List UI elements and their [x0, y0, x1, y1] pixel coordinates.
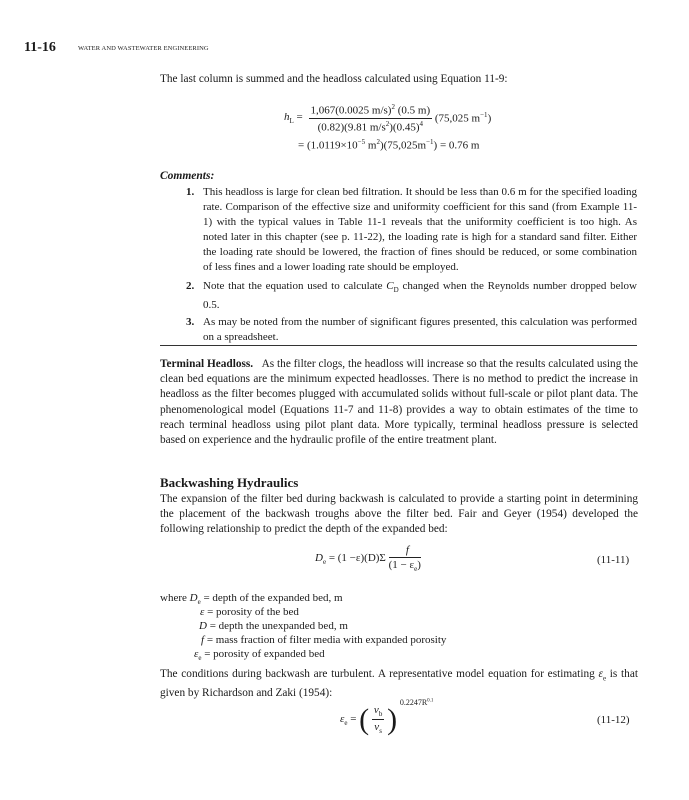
comment-text-3: As may be noted from the number of significant figures presented, this calculation was performed on a spreadsheet. — [203, 316, 637, 343]
where-item-4 — [201, 634, 446, 646]
eq1111-rhs: = (1 −ε)(D)Σ — [328, 551, 386, 564]
eq2-a: = (1.0119×10 — [298, 139, 358, 152]
comment-number-2: 2. — [186, 280, 195, 292]
conditions-sym: ε — [598, 668, 603, 680]
eq2-exp: −5 — [357, 138, 366, 146]
eq2-c: )(75,025m — [379, 139, 427, 152]
backwashing-paragraph: The expansion of the filter bed during backwash is calculated to provide a starting point in determining the placement of the backwash troughs above the filter bed. Fair and Geyer (1954) developed the following relationship to predict the depth of the expanded bed: — [160, 493, 638, 536]
eq-tail-b: ) — [487, 112, 492, 125]
eq-tail-a: (75,025 m — [434, 112, 481, 125]
eq2-exp3: −1 — [426, 138, 434, 146]
eq1111-lhs-sub: e — [322, 557, 327, 566]
conditions-sub: e — [602, 674, 607, 683]
where-text-2: = porosity of the bed — [204, 606, 299, 618]
eq1112-exp-text: 0.2247R — [399, 698, 428, 707]
eq-den-exp: 2 — [385, 119, 390, 128]
where-sym-3: D — [199, 620, 207, 632]
right-paren: ) — [387, 702, 398, 736]
eq1112-exponent — [400, 698, 434, 707]
eq1112-lhs-sub: e — [344, 718, 348, 727]
comment-item-1 — [186, 185, 637, 275]
eq1111-num: f — [405, 544, 409, 556]
eq1112-den: v — [374, 721, 380, 734]
where-item-1 — [160, 592, 343, 606]
terminal-headloss-lead: Terminal Headloss. — [160, 358, 254, 370]
eq1112-num-sub: b — [378, 710, 383, 719]
eq2-b: m — [365, 139, 377, 152]
eq1111-den-a: (1 − ε — [388, 559, 415, 571]
where-sym-1: D — [189, 592, 198, 604]
terminal-headloss-paragraph — [160, 357, 638, 448]
eq-num-exp: 2 — [391, 103, 395, 111]
where-sub-5: e — [198, 654, 202, 663]
equation-11-12 — [340, 698, 434, 736]
eq-num-b: (0.5 m) — [397, 104, 431, 117]
where-sym-2: ε — [200, 606, 205, 618]
eq1112-num: v — [373, 704, 379, 716]
conditions-paragraph — [160, 667, 638, 702]
comment-item-3 — [186, 315, 637, 345]
equation-number-11-11: (11-11) — [597, 554, 630, 566]
headloss-fraction — [309, 103, 433, 133]
where-text-1: = depth of the expanded bed, m — [200, 592, 343, 604]
comment-text-1: This headloss is large for clean bed filtration. It should be less than 0.6 m for the specified loading rate. Comparison of the effective size and uniformity coefficient for this sand (from Example 11-1) with the typical values in Table 11-1 reveals that the uniformity coefficient is too high. As noted later in this chapter (see p. 11-22), the loading rate is high for a standard sand filter. Either the loading rate should be lowered, the fraction of fines should be reduced, or some combination of less fines and a lower loading rate should be employed. — [203, 186, 637, 273]
eq1111-lhs: D — [315, 551, 323, 564]
comment-text-2b: changed when the Reynolds number dropped below 0.5. — [203, 280, 637, 312]
eq1112-fraction — [372, 704, 384, 735]
running-title: WATER AND WASTEWATER ENGINEERING — [78, 45, 209, 52]
backwashing-heading: Backwashing Hydraulics — [160, 475, 299, 490]
eq1112-lhs: ε — [340, 712, 345, 725]
eq-den-b: )(0.45) — [389, 121, 420, 134]
where-item-3 — [199, 620, 348, 632]
where-text-3: = depth the unexpanded bed, m — [206, 620, 348, 632]
where-text-5: = porosity of expanded bed — [201, 648, 325, 660]
terminal-headloss-text: As the filter clogs, the headloss will increase so that the results calculated using the clean bed equations are the minimum expected headlosses. There is no method to predict the increase in headloss as the filter becomes plugged with accumulated solids without full-scale or pilot plant data. The phenomenological model (Equations 11-7 and 11-8) provides a way to obtain estimates of the time to reach terminal headloss using pilot plant data. More typically, terminal headloss pressure is selected based on experience and the hydraulic profile of the entire treatment plant. — [160, 358, 638, 447]
eq1111-fraction — [389, 544, 421, 573]
where-item-2 — [200, 606, 299, 618]
where-text-4: = mass fraction of filter media with expanded porosity — [204, 634, 447, 646]
eq-den-exp2: 4 — [419, 119, 423, 128]
comment-text-2a: Note that the equation used to calculate — [203, 280, 387, 292]
comment-number-1: 1. — [186, 186, 195, 198]
eq-lhs-sub: L — [289, 117, 294, 126]
where-lead: where — [160, 592, 190, 604]
eq1111-den-b: ) — [417, 559, 421, 571]
eq2-d: ) = 0.76 m — [433, 139, 480, 152]
where-sym-4: f — [201, 634, 205, 646]
eq1112-eq: = — [350, 712, 357, 725]
equation-11-11 — [315, 544, 421, 573]
page-number: 11-16 — [24, 40, 56, 55]
equation-number-11-12: (11-12) — [597, 714, 630, 726]
eq-den-a: (0.82)(9.81 m/s — [317, 121, 386, 134]
where-item-5 — [194, 648, 325, 662]
eq2-exp2: 2 — [376, 138, 380, 146]
conditions-text-a: The conditions during backwash are turbulent. A representative model equation for estimating — [160, 668, 599, 680]
eq-tail-exp: −1 — [480, 111, 488, 120]
eq1112-den-sub: s — [379, 727, 382, 736]
left-paren: ( — [359, 702, 370, 736]
comments-heading: Comments: — [160, 170, 215, 182]
eq-lhs: h — [284, 111, 290, 124]
where-sym-5: ε — [194, 648, 199, 660]
eq1111-den-sub: e — [414, 565, 418, 574]
where-sub-1: e — [197, 598, 201, 607]
headloss-equation: $h_L$ = $\frac{1,067(0.0025 m/s)^2 (0.5 m)}{(0.82)(9.81 m/s^2)(0.45)^4}$ (75,025 $m^{-1}$) — [284, 103, 492, 134]
intro-paragraph: The last column is summed and the headloss calculated using Equation 11-9: — [160, 73, 508, 85]
headloss-equation-line2 — [298, 138, 479, 152]
cd-symbol: C — [386, 280, 394, 292]
comment-number-3: 3. — [186, 316, 195, 328]
cd-symbol-sub: D — [393, 286, 399, 295]
section-divider — [160, 345, 637, 346]
conditions-text-b: is that given by Richardson and Zaki (1954): — [160, 668, 638, 700]
eq-num-a: 1,067(0.0025 m/s) — [310, 104, 392, 117]
comment-item-2 — [186, 279, 637, 313]
eq1112-exp-sup: 0.1 — [427, 698, 434, 704]
